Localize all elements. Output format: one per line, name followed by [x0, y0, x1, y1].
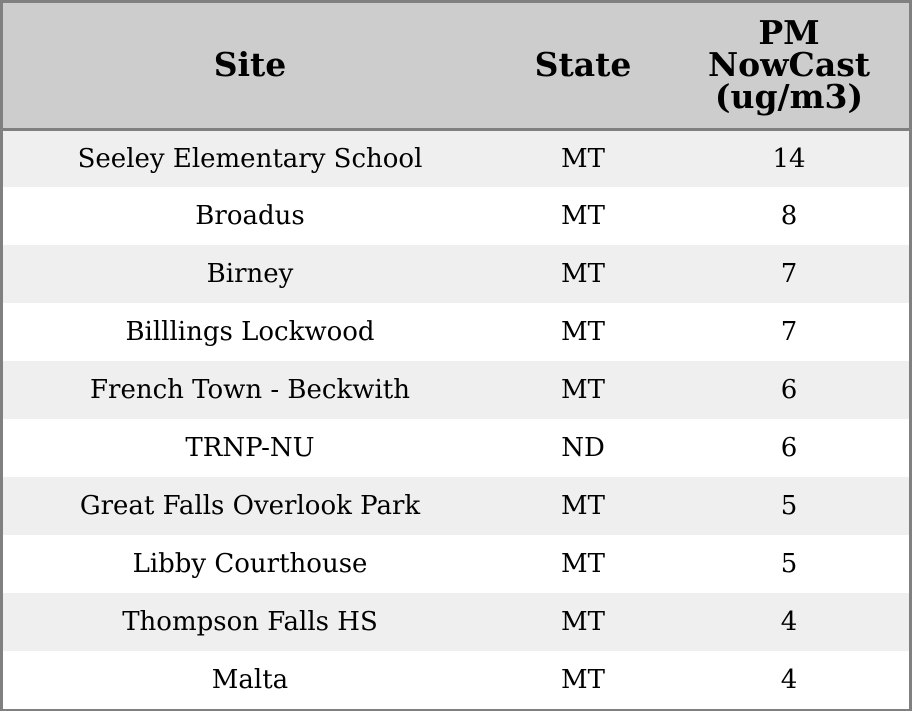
site-cell: Thompson Falls HS [122, 607, 378, 637]
state-cell: MT [561, 491, 605, 521]
state-cell: MT [561, 317, 605, 347]
table-row [3, 419, 909, 477]
table-row [3, 129, 909, 187]
header-pm-line-2: NowCast [707, 45, 871, 85]
site-cell: French Town - Beckwith [89, 375, 411, 405]
header-row [3, 3, 909, 129]
header-state [497, 3, 669, 129]
pm-nowcast-table [3, 3, 909, 709]
table-row [3, 535, 909, 593]
pm-value-cell: 7 [780, 317, 798, 347]
site-cell: Malta [211, 665, 289, 695]
table-row [3, 187, 909, 245]
header-site-line: Site [213, 45, 287, 85]
table-row [3, 477, 909, 535]
table-row [3, 361, 909, 419]
site-cell: Broadus [195, 201, 305, 231]
site-cell: TRNP-NU [185, 433, 315, 463]
site-cell: Great Falls Overlook Park [79, 491, 421, 521]
state-cell: MT [561, 607, 605, 637]
pm-value-cell: 6 [780, 375, 798, 405]
pm-value-cell: 6 [780, 433, 798, 463]
state-cell: ND [561, 433, 605, 463]
table-header [3, 3, 909, 129]
pm-value-cell: 5 [780, 549, 798, 579]
site-cell: Billlings Lockwood [125, 317, 375, 347]
header-state-line: State [534, 45, 632, 85]
pm-value-cell: 4 [780, 665, 798, 695]
header-site [3, 3, 497, 129]
state-cell: MT [561, 143, 605, 174]
site-cell: Libby Courthouse [132, 549, 368, 579]
header-pm-line-1: PM [758, 13, 820, 53]
pm-value-cell: 5 [780, 491, 798, 521]
pm-value-cell: 7 [780, 259, 798, 289]
header-pm-line-3: (ug/m3) [714, 77, 864, 117]
state-cell: MT [561, 201, 605, 231]
pm-value-cell: 14 [772, 143, 806, 174]
table-row [3, 303, 909, 361]
header-pm-nowcast [669, 3, 909, 129]
state-cell: MT [561, 259, 605, 289]
table-row [3, 651, 909, 709]
table-body [3, 129, 909, 709]
pm-value-cell: 4 [780, 607, 798, 637]
pm-value-cell: 8 [780, 201, 798, 231]
state-cell: MT [561, 549, 605, 579]
site-cell: Birney [206, 259, 294, 289]
state-cell: MT [561, 375, 605, 405]
table-row [3, 245, 909, 303]
site-cell: Seeley Elementary School [77, 143, 423, 174]
state-cell: MT [561, 665, 605, 695]
table-row [3, 593, 909, 651]
